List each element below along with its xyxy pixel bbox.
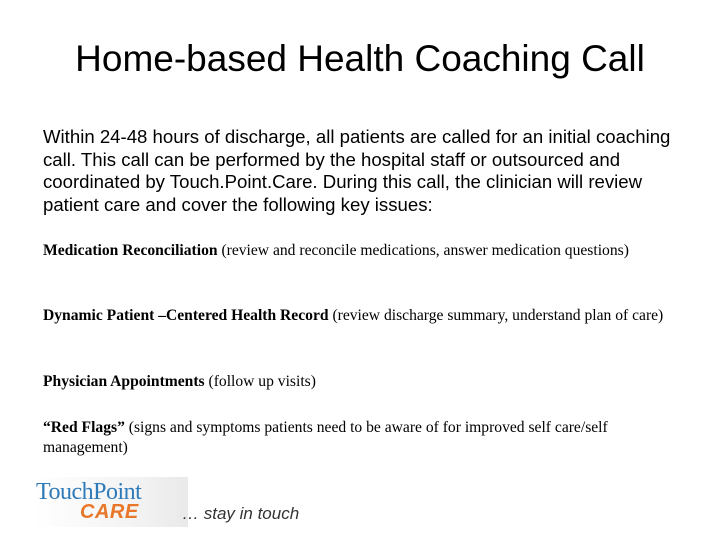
intro-paragraph: Within 24-48 hours of discharge, all patients are called for an initial coaching call. This call can be performed by the hospital staff or outsourced and coordinated by Touch.Point.Care. During this call, the clinician will review patient care and cover the following key issues: <box>43 126 671 215</box>
logo-mark <box>34 477 188 527</box>
issue-detail: (follow up visits) <box>204 373 316 390</box>
issue-detail: (signs and symptoms patients need to be aware of for improved self care/self management) <box>43 419 608 456</box>
issue-heading: “Red Flags” <box>43 419 125 436</box>
issue-detail: (review and reconcile medications, answer medication questions) <box>217 242 629 259</box>
issue-detail: (review discharge summary, understand plan of care) <box>328 307 664 324</box>
issue-red-flags <box>43 418 683 458</box>
logo-tagline: … stay in touch <box>182 504 300 523</box>
issue-heading: Dynamic Patient –Centered Health Record <box>43 307 329 324</box>
touchpoint-care-logo <box>34 477 316 527</box>
issue-health-record <box>43 306 683 326</box>
issue-heading: Medication Reconciliation <box>43 242 218 259</box>
slide-title: Home-based Health Coaching Call <box>75 38 645 79</box>
logo-wordmark-care: CARE <box>80 501 139 523</box>
issue-physician-appointments <box>43 372 683 392</box>
issue-heading: Physician Appointments <box>43 373 205 390</box>
issue-medication-reconciliation <box>43 241 683 261</box>
logo-wordmark-touchpoint: TouchPoint <box>36 479 142 505</box>
